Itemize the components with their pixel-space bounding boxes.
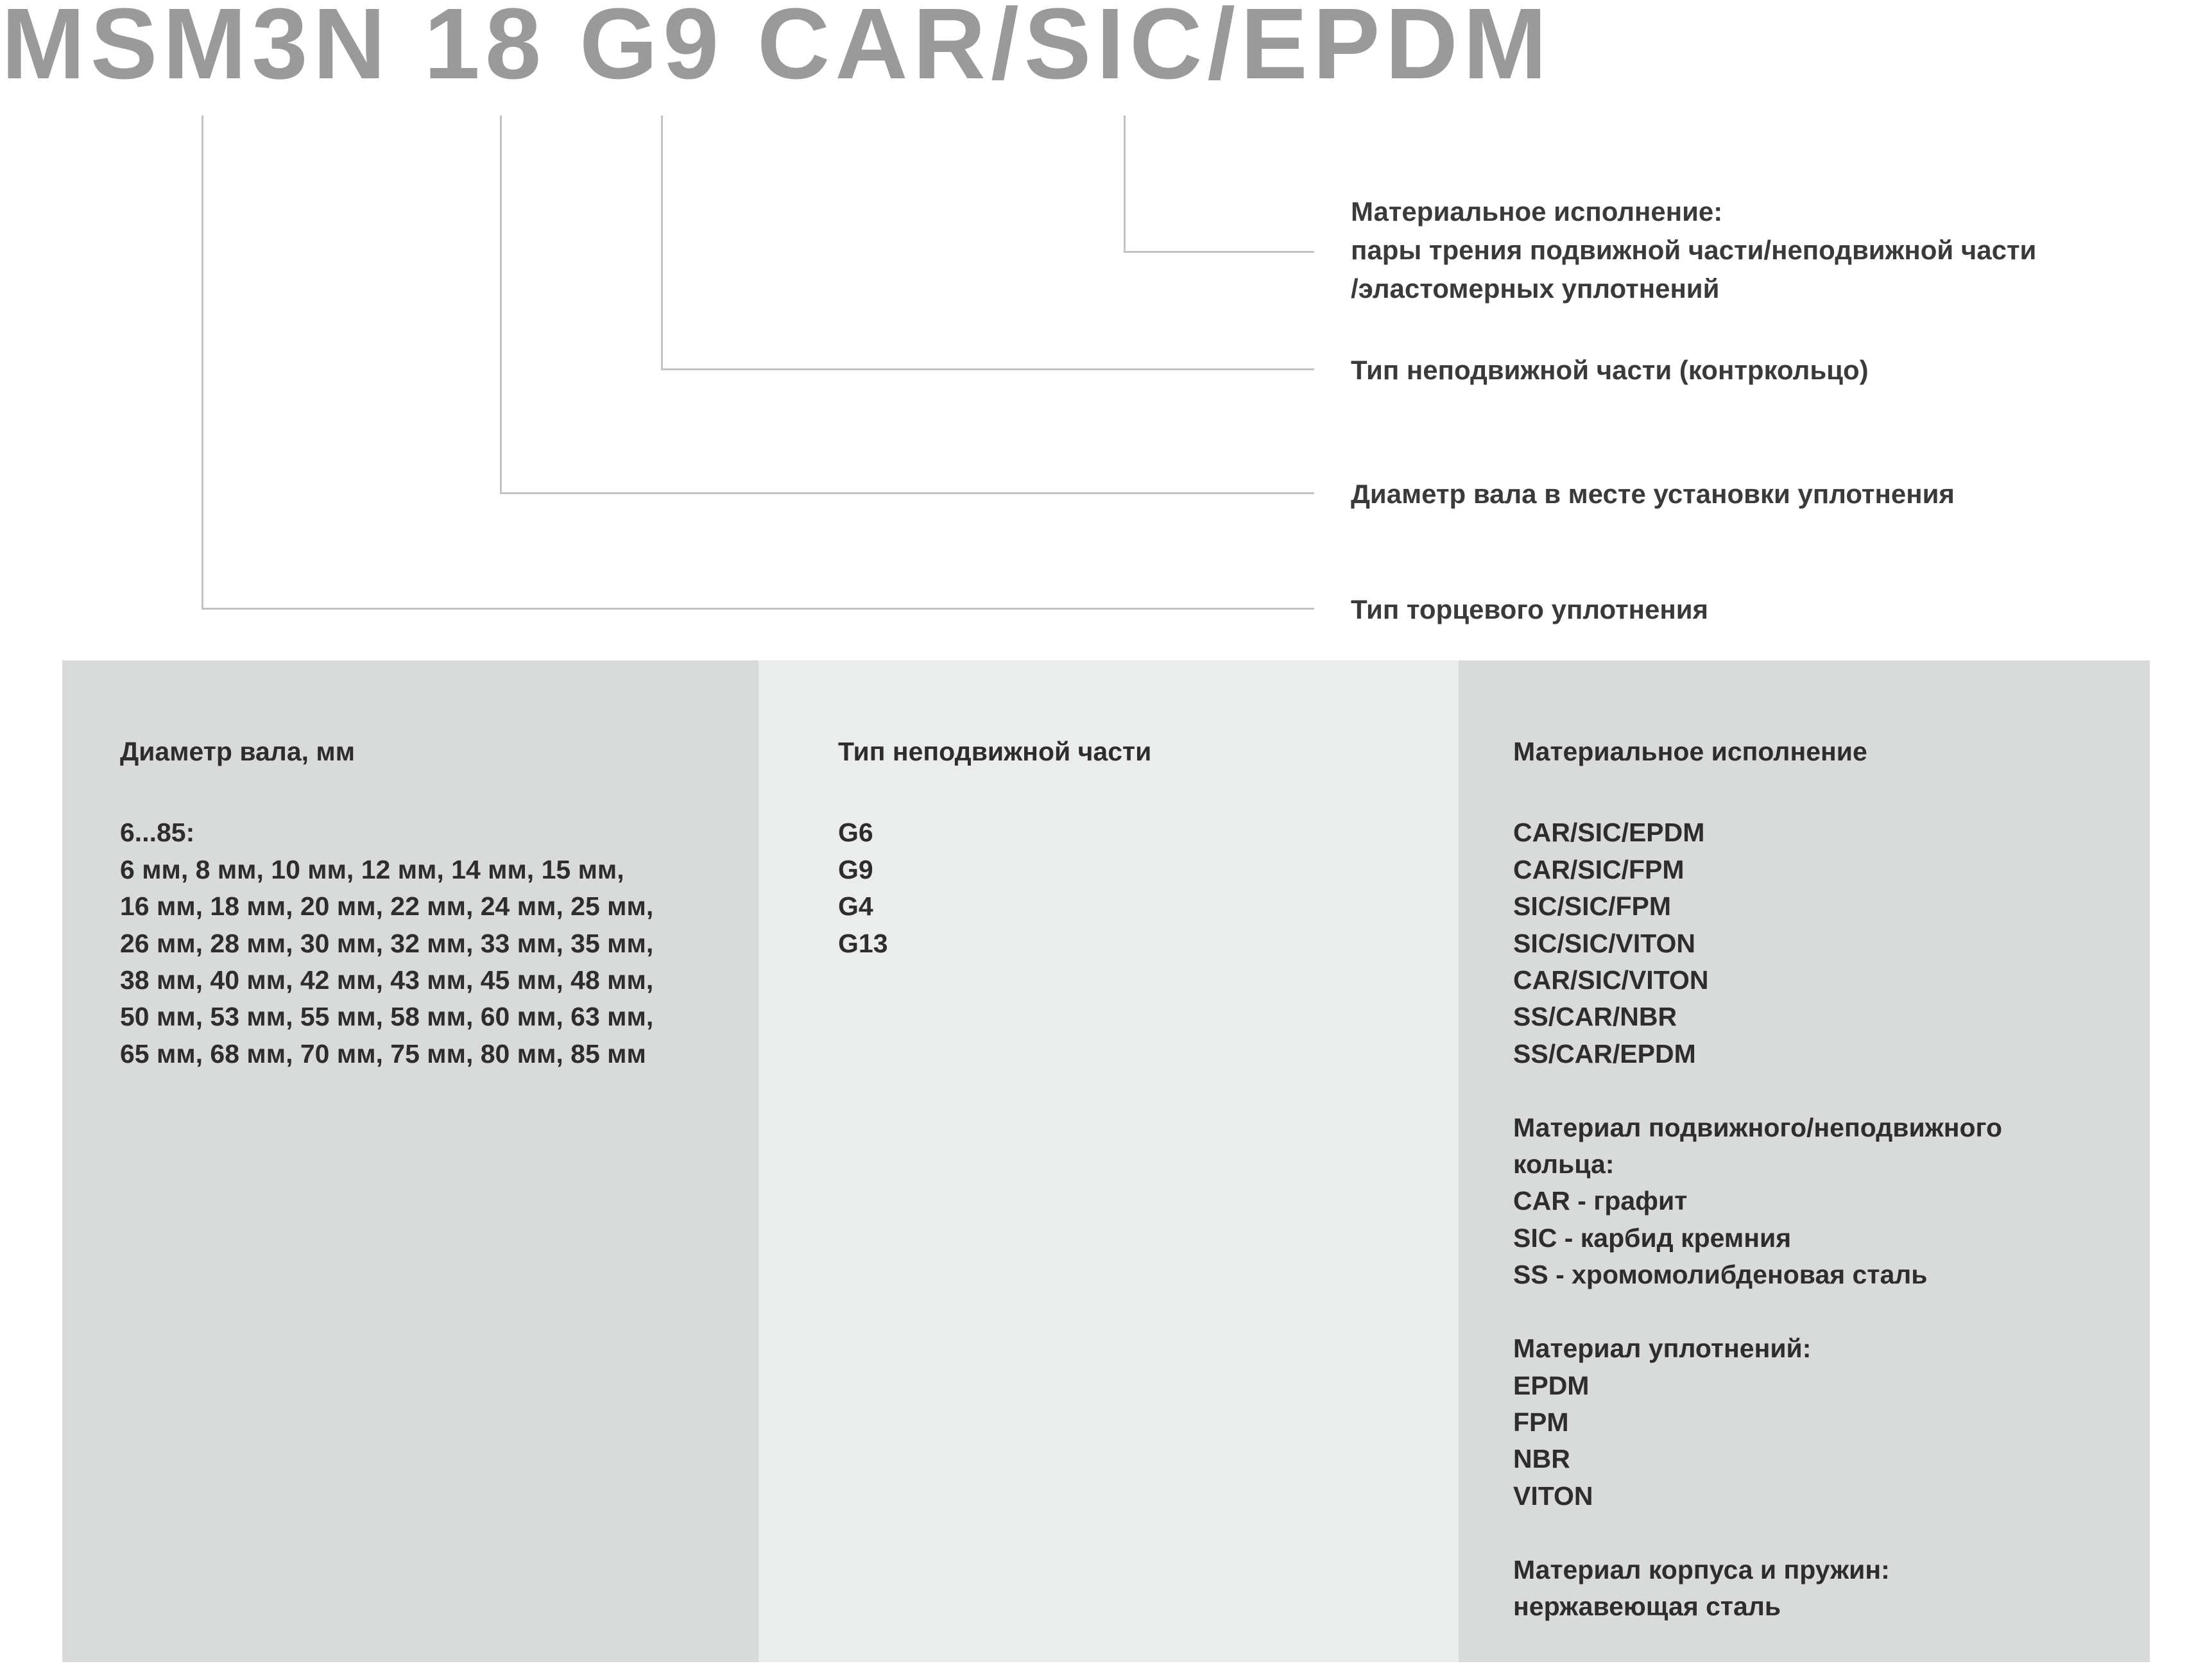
list-item: SIC/SIC/VITON	[1513, 928, 1696, 958]
callout-label-material-line3: /эластомерных уплотнений	[1351, 273, 1720, 304]
list-item: SS/CAR/NBR	[1513, 1002, 1677, 1032]
list-item: SS/CAR/EPDM	[1513, 1038, 1696, 1069]
list-item: G4	[838, 891, 873, 922]
spacer-row	[1513, 1515, 2150, 1551]
panel-shaft-diameter-rows	[120, 814, 759, 1072]
panel-stationary-part-type-rows	[838, 814, 1459, 962]
panel-material-version	[1459, 660, 2150, 1662]
list-item: SIC/SIC/FPM	[1513, 891, 1672, 922]
list-item: SIC - карбид кремния	[1513, 1223, 1792, 1253]
list-item: G13	[838, 928, 888, 958]
list-item: CAR/SIC/VITON	[1513, 965, 1709, 995]
callout-line-stationary-horizontal	[661, 368, 1314, 370]
list-item: нержавеющая сталь	[1513, 1591, 1781, 1621]
list-item: CAR/SIC/FPM	[1513, 854, 1685, 884]
list-item: 16 мм, 18 мм, 20 мм, 22 мм, 24 мм, 25 мм,	[120, 891, 654, 922]
callout-label-material-line2: пары трения подвижной части/неподвижной части	[1351, 235, 2037, 265]
list-item: 26 мм, 28 мм, 30 мм, 32 мм, 33 мм, 35 мм,	[120, 928, 654, 958]
panel-material-version-rows	[1513, 814, 2150, 1625]
callout-line-seal-type-vertical	[201, 116, 203, 610]
panel-shaft-diameter-header: Диаметр вала, мм	[120, 737, 356, 766]
callout-label-material-line1: Материальное исполнение:	[1351, 196, 1723, 227]
list-item: FPM	[1513, 1407, 1569, 1437]
list-item: Материал уплотнений:	[1513, 1334, 1812, 1364]
list-item: CAR - графит	[1513, 1186, 1688, 1216]
list-item: 50 мм, 53 мм, 55 мм, 58 мм, 60 мм, 63 мм,	[120, 1002, 654, 1032]
panel-shaft-diameter	[62, 660, 759, 1662]
callout-label-stationary-part: Тип неподвижной части (контркольцо)	[1351, 355, 1869, 385]
callout-line-diameter-vertical	[500, 116, 502, 494]
list-item: 38 мм, 40 мм, 42 мм, 43 мм, 45 мм, 48 мм,	[120, 965, 654, 995]
list-item: кольца:	[1513, 1149, 1615, 1180]
list-item: Материал подвижного/неподвижного	[1513, 1112, 2003, 1142]
callout-line-material-horizontal	[1124, 251, 1314, 253]
callout-line-diameter-horizontal	[500, 492, 1314, 494]
callout-label-seal-type: Тип торцевого уплотнения	[1351, 594, 1709, 624]
list-item: CAR/SIC/EPDM	[1513, 818, 1705, 848]
list-item: 6 мм, 8 мм, 10 мм, 12 мм, 14 мм, 15 мм,	[120, 854, 624, 884]
product-code-title: MSM3N 18 G9 CAR/SIC/EPDM	[1, 0, 1552, 100]
callout-line-material-vertical	[1124, 116, 1126, 253]
spacer-row	[1513, 1072, 2150, 1109]
spacer-row	[1513, 1294, 2150, 1330]
list-item: 6...85:	[120, 818, 195, 848]
callout-label-shaft-diameter: Диаметр вала в месте установки уплотнения	[1351, 479, 1955, 509]
panel-material-version-header: Материальное исполнение	[1513, 737, 1867, 766]
callout-label-material	[1351, 193, 2036, 308]
callout-line-stationary-vertical	[661, 116, 663, 370]
panel-stationary-part-type-header: Тип неподвижной части	[838, 737, 1152, 766]
list-item: G9	[838, 854, 873, 884]
panel-stationary-part-type	[759, 660, 1459, 1662]
list-item: VITON	[1513, 1481, 1593, 1511]
callout-line-seal-type-horizontal	[201, 608, 1314, 610]
list-item: NBR	[1513, 1444, 1570, 1474]
list-item: G6	[838, 818, 873, 848]
list-item: 65 мм, 68 мм, 70 мм, 75 мм, 80 мм, 85 мм	[120, 1038, 646, 1069]
list-item: SS - хромомолибденовая сталь	[1513, 1260, 1928, 1290]
list-item: EPDM	[1513, 1370, 1590, 1400]
list-item: Материал корпуса и пружин:	[1513, 1554, 1890, 1584]
